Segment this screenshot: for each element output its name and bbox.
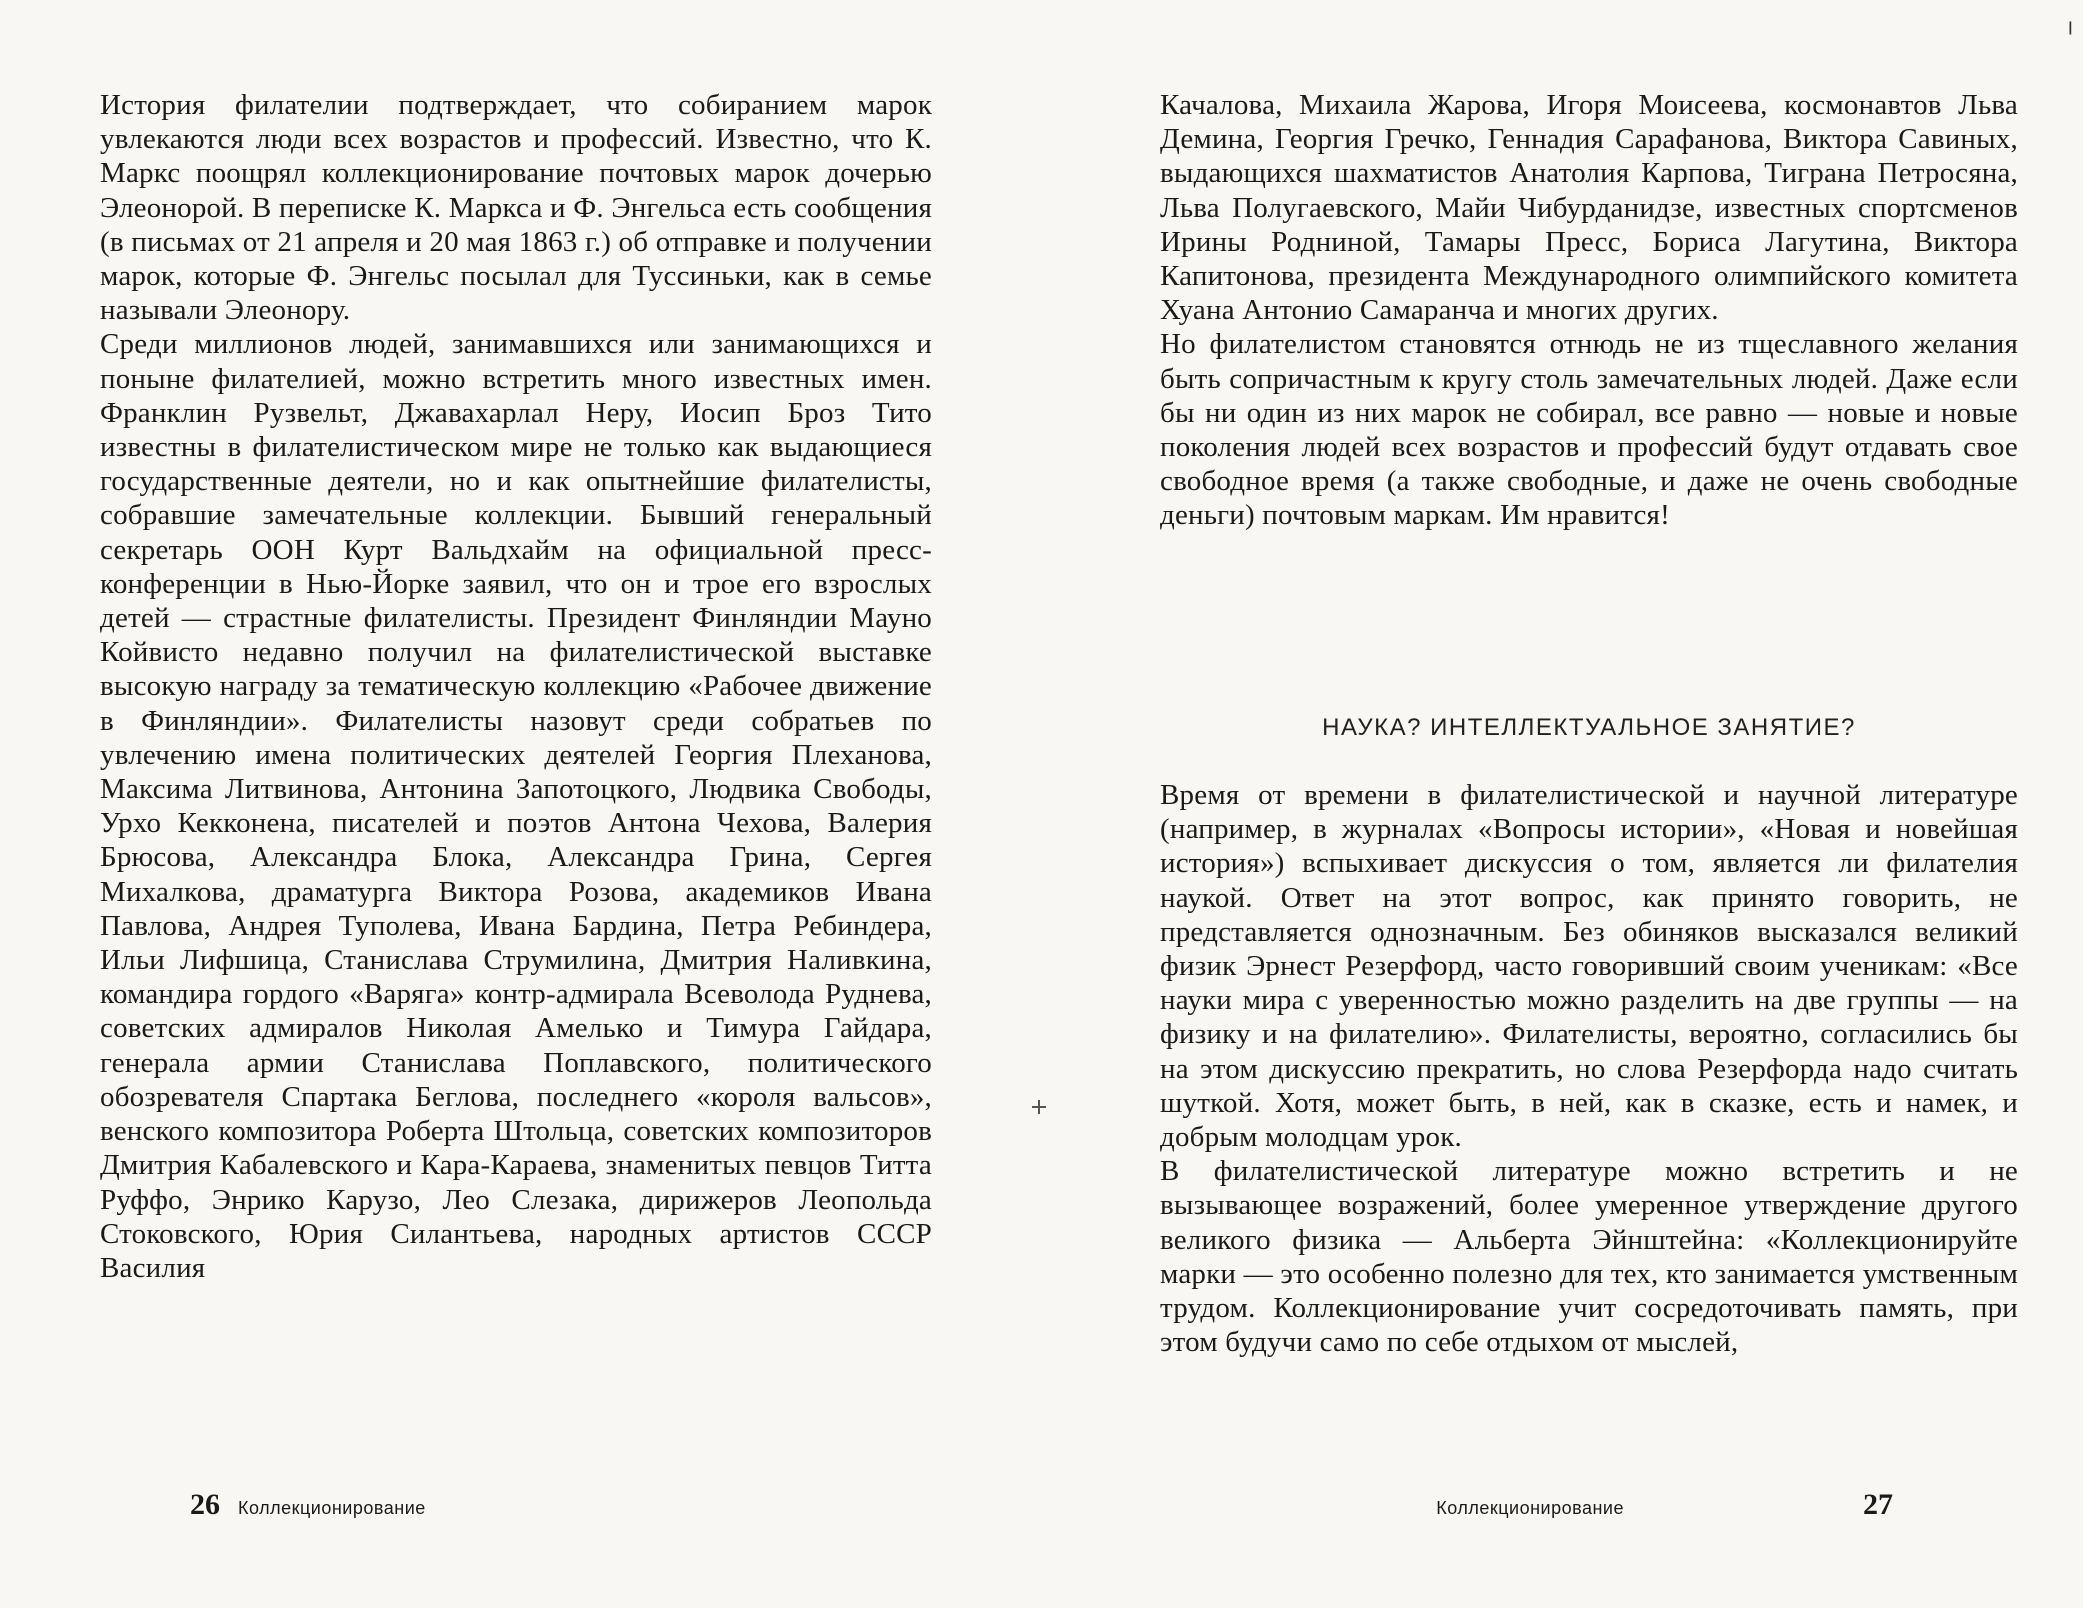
- right-footer: [1436, 1488, 1893, 1522]
- paragraph: Среди миллионов людей, занимавшихся или занимающихся и поныне филателией, можно встретить много известных имен. Франклин Рузвельт, Джавахарлал Неру, Иосип Броз Тито известны в филателистическом мире не только как выдающиеся государственные деятели, но и как опытнейшие филателисты, собравшие замечательные коллекции. Бывший генеральный секретарь ООН Курт Вальдхайм на официальной пресс-конференции в Нью-Йорке заявил, что он и трое его взрослых детей — страстные филателисты. Президент Финляндии Мауно Койвисто недавно получил на филателистической выставке высокую награду за тематическую коллекцию «Рабочее движение в Финляндии». Филателисты назовут среди собратьев по увлечению имена политических деятелей Георгия Плеханова, Максима Литвинова, Антонина Запотоцкого, Людвика Свободы, Урхо Кекконена, писателей и поэтов Антона Чехова, Валерия Брюсова, Александра Блока, Александра Грина, Сергея Михалкова, драматурга Виктора Розова, академиков Ивана Павлова, Андрея Туполева, Ивана Бардина, Петра Ребиндера, Ильи Лифшица, Станислава Струмилина, Дмитрия Наливкина, командира гордого «Варяга» контр-адмирала Всеволода Руднева, советских адмиралов Николая Амелько и Тимура Гайдара, генерала армии Станислава Поплавского, политического обозревателя Спартака Беглова, последнего «короля вальсов», венского композитора Роберта Штольца, советских композиторов Дмитрия Кабалевского и Кара-Караева, знаменитых певцов Титта Руффо, Энрико Карузо, Лео Слезака, дирижеров Леопольда Стоковского, Юрия Силантьева, народных артистов СССР Василия: [100, 328, 932, 1284]
- left-page-text: [100, 88, 932, 1285]
- right-page: [1040, 0, 2083, 1608]
- page-number: 27: [1863, 1488, 1893, 1521]
- left-footer: [190, 1488, 426, 1522]
- paragraph: Но филателистом становятся отнюдь не из тщеславного желания быть сопричастным к кругу столь замечательных людей. Даже если бы ни один из них марок не собирал, все равно — новые и новые поколения людей всех возрастов и профессий будут отдавать свое свободное время (а также свободные, и даже не очень свободные деньги) почтовым маркам. Им нравится!: [1160, 328, 2018, 532]
- running-title: Коллекционирование: [1436, 1498, 1624, 1518]
- right-page-text-bottom: [1160, 778, 2018, 1359]
- paragraph: Качалова, Михаила Жарова, Игоря Моисеева, космонавтов Льва Демина, Георгия Гречко, Геннадия Сарафанова, Виктора Савиных, выдающихся шахматистов Анатолия Карпова, Тиграна Петросяна, Льва Полугаевского, Майи Чибурданидзе, известных спортсменов Ирины Родниной, Тамары Пресс, Бориса Лагутина, Виктора Капитонова, президента Международного олимпийского комитета Хуана Антонио Самаранча и многих других.: [1160, 89, 2018, 327]
- section-heading: НАУКА? ИНТЕЛЛЕКТУАЛЬНОЕ ЗАНЯТИЕ?: [1322, 714, 1856, 741]
- running-title: Коллекционирование: [238, 1498, 426, 1518]
- paragraph: Время от времени в филателистической и научной литературе (например, в журналах «Вопросы истории», «Новая и новейшая история») вспыхивает дискуссия о том, является ли филателия наукой. Ответ на этот вопрос, как принято говорить, не представляется однозначным. Без обиняков высказался великий физик Эрнест Резерфорд, часто говоривший своим ученикам: «Все науки мира с уверенностью можно разделить на две группы — на физику и на филателию». Филателисты, вероятно, согласились бы на этом дискуссию прекратить, но слова Резерфорда надо считать шуткой. Хотя, может быть, в ней, как в сказке, есть и намек, и добрым молодцам урок.: [1160, 779, 2018, 1154]
- paragraph: История филателии подтверждает, что собиранием марок увлекаются люди всех возрастов и профессий. Известно, что К. Маркс поощрял коллекционирование почтовых марок дочерью Элеонорой. В переписке К. Маркса и Ф. Энгельса есть сообщения (в письмах от 21 апреля и 20 мая 1863 г.) об отправке и получении марок, которые Ф. Энгельс посылал для Туссиньки, как в семье называли Элеонору.: [100, 89, 932, 327]
- corner-mark-icon: ╷: [2063, 10, 2077, 35]
- right-page-text-top: [1160, 88, 2018, 533]
- left-page: [0, 0, 1040, 1608]
- paragraph: В филателистической литературе можно встретить и не вызывающее возражений, более умеренное утверждение другого великого физика — Альберта Эйнштейна: «Коллекционируйте марки — это особенно полезно для тех, кто занимается умственным трудом. Коллекционирование учит сосредоточивать память, при этом будучи само по себе отдыхом от мыслей,: [1160, 1155, 2018, 1359]
- page-number: 26: [190, 1488, 220, 1521]
